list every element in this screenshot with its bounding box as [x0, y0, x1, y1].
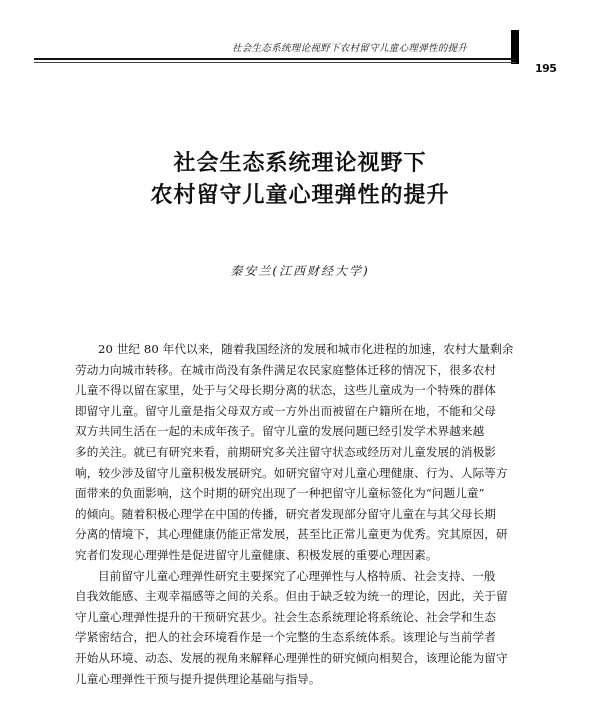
body-text	[75, 339, 527, 689]
body-line: 即留守儿童。留守儿童是指父母双方或一方外出而被留在户籍所在地，不能和父母	[75, 403, 496, 418]
body-line: 面带来的负面影响，这个时期的研究出现了一种把留守儿童标签化为“问题儿童”	[75, 486, 485, 501]
body-line: 自我效能感、主观幸福感等之间的关系。但由于缺乏较为统一的理论，因此，关于留	[75, 589, 508, 604]
header-rule	[34, 58, 516, 60]
body-line: 20 世纪 80 年代以来，随着我国经济的发展和城市化进程的加速，农村大量剩余	[98, 342, 514, 356]
running-head: 社会生态系统理论视野下农村留守儿童心理弹性的提升	[232, 43, 468, 54]
header-rule-thin	[34, 62, 516, 63]
body-line: 学紧密结合，把人的社会环境看作是一个完整的生态系统体系。该理论与当前学者	[75, 630, 496, 645]
body-line: 双方共同生活在一起的未成年孩子。留守儿童的发展问题已经引发学术界越来越	[75, 424, 485, 439]
body-line: 守儿童心理弹性提升的干预研究甚少。社会生态系统理论将系统论、社会学和生态	[75, 609, 496, 624]
body-line: 儿童心理弹性干预与提升提供理论基础与指导。	[75, 671, 321, 686]
page-number: 195	[535, 62, 557, 75]
title-line-1: 社会生态系统理论视野下	[173, 150, 427, 176]
body-line: 开始从环境、动态、发展的视角来解释心理弹性的研究倾向相契合，该理论能为留守	[75, 650, 508, 665]
body-line: 儿童不得以留在家里，处于与父母长期分离的状态，这些儿童成为一个特殊的群体	[75, 383, 496, 398]
body-line: 多的关注。就已有研究来看，前期研究多关注留守状态或经历对儿童发展的消极影	[75, 444, 496, 459]
body-line: 目前留守儿童心理弹性研究主要探究了心理弹性与人格特质、社会支持、一般	[98, 568, 496, 583]
body-line: 响，较少涉及留守儿童积极发展研究。如研究留守对儿童心理健康、行为、人际等方	[75, 465, 508, 480]
body-line: 的倾向。随着积极心理学在中国的传播，研究者发现部分留守儿童在与其父母长期	[75, 506, 496, 521]
body-line: 究者们发现心理弹性是促进留守儿童健康、积极发展的重要心理因素。	[75, 547, 438, 562]
author-line: 秦安兰(江西财经大学)	[230, 264, 370, 278]
title-line-2: 农村留守儿童心理弹性的提升	[150, 182, 450, 208]
body-line: 劳动力向城市转移。在城市尚没有条件满足农民家庭整体迁移的情况下，很多农村	[75, 362, 496, 377]
body-line: 分离的情境下，其心理健康仍能正常发展，甚至比正常儿童更为优秀。究其原因，研	[75, 527, 508, 542]
